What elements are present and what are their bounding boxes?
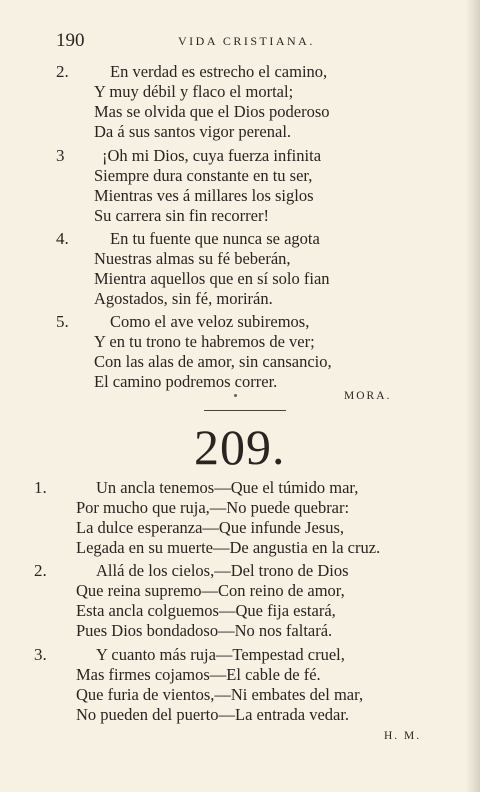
verse-line: Esta ancla colguemos—Que fija estará, — [76, 601, 336, 620]
verse-line: Mas se olvida que el Dios poderoso — [94, 102, 330, 121]
prev-hymn-attribution: MORA. — [344, 390, 392, 402]
verse-line: Mientra aquellos que en sí solo fian — [94, 269, 330, 288]
verse-number: 3 — [56, 146, 65, 165]
page-edge-shadow — [466, 0, 480, 792]
verse-line: Por mucho que ruja,—No puede quebrar: — [76, 498, 350, 517]
verse-line: Nuestras almas su fé beberán, — [94, 249, 291, 268]
verse-line: Un ancla tenemos—Que el túmido mar, — [96, 478, 359, 497]
verse-number: 4. — [56, 229, 69, 248]
verse-number: 2. — [34, 561, 47, 580]
print-dot — [234, 394, 237, 397]
verse-line: Allá de los cielos,—Del trono de Dios — [96, 561, 349, 580]
page-header — [0, 30, 480, 54]
verse-line: Y muy débil y flaco el mortal; — [94, 82, 294, 101]
verse-line: El camino podremos correr. — [94, 372, 278, 391]
verse-line: Mientras ves á millares los siglos — [94, 186, 314, 205]
verse-line: ¡Oh mi Dios, cuya fuerza infinita — [102, 146, 322, 165]
verse-line: Como el ave veloz subiremos, — [110, 312, 310, 331]
verse-line: Con las alas de amor, sin cansancio, — [94, 352, 332, 371]
page-number: 190 — [56, 30, 85, 51]
verse-line: Legada en su muerte—De angustia en la cruz. — [76, 538, 381, 557]
verse-line: En tu fuente que nunca se agota — [110, 229, 320, 248]
verse-line: Su carrera sin fin recorrer! — [94, 206, 269, 225]
verse-line: Siempre dura constante en tu ser, — [94, 166, 313, 185]
verse-line: Y en tu trono te habremos de ver; — [94, 332, 315, 351]
running-title: VIDA CRISTIANA. — [178, 34, 315, 48]
verse-line: Que furia de vientos,—Ni embates del mar, — [76, 685, 364, 704]
verse-line: Pues Dios bondadoso—No nos faltará. — [76, 621, 333, 640]
verse-number: 3. — [34, 645, 47, 664]
verse-line: La dulce esperanza—Que infunde Jesus, — [76, 518, 345, 537]
verse-number: 5. — [56, 312, 69, 331]
verse-line: Y cuanto más ruja—Tempestad cruel, — [96, 645, 345, 664]
verse-line: Da á sus santos vigor perenal. — [94, 122, 292, 141]
verse-number: 1. — [34, 478, 47, 497]
verse-line: Que reina supremo—Con reino de amor, — [76, 581, 345, 600]
hymn-attribution: H. M. — [384, 730, 422, 742]
verse-line: Mas firmes cojamos—El cable de fé. — [76, 665, 321, 684]
verse-line: No pueden del puerto—La entrada vedar. — [76, 705, 350, 724]
verse-number: 2. — [56, 62, 69, 81]
verse-line: Agostados, sin fé, morirán. — [94, 289, 273, 308]
verse-line: En verdad es estrecho el camino, — [110, 62, 328, 81]
section-divider — [204, 410, 286, 411]
hymn-number: 209. — [194, 419, 286, 475]
